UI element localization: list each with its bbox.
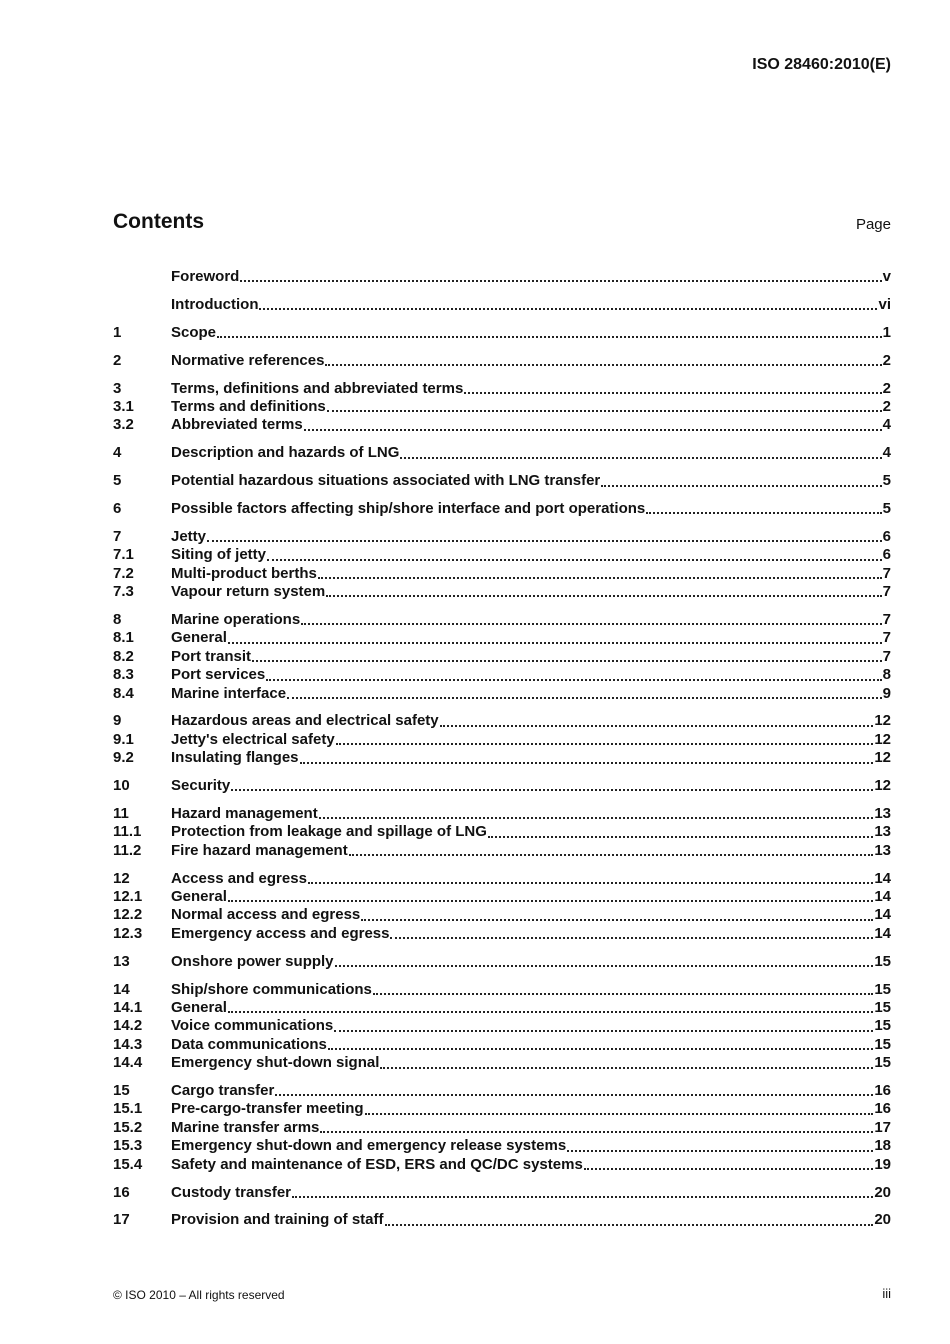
toc-entry[interactable] [113,352,891,370]
toc-entry-title: Marine transfer arms [171,1118,320,1136]
toc-dot-leader [325,363,881,366]
toc-dot-leader [646,511,881,514]
toc-entry-page: 14 [874,924,891,942]
toc-entry-title: Normal access and egress [171,906,361,924]
toc-entry-page: 7 [882,583,891,601]
toc-entry-page: 12 [874,777,891,795]
toc-entry-page: 20 [874,1211,891,1229]
toc-dot-leader [301,622,881,625]
toc-entry-title: Voice communications [171,1017,334,1035]
toc-entry-page: 15 [874,1017,891,1035]
toc-dot-leader [380,1066,873,1069]
toc-entry-number: 17 [113,1211,130,1229]
toc-entry-page: 5 [882,500,891,518]
toc-group [113,805,891,860]
toc-group [113,472,891,490]
toc-entry[interactable] [113,953,891,971]
toc-entry-page: 19 [874,1155,891,1173]
toc-entry-title: Emergency shut-down and emergency release systems [171,1137,567,1155]
toc-entry[interactable] [113,685,891,703]
toc-entry[interactable] [113,546,891,564]
toc-dot-leader [464,391,881,394]
toc-entry-page: 14 [874,869,891,887]
toc-dot-leader [327,409,882,412]
toc-group [113,296,891,314]
toc-entry-number: 8.2 [113,647,134,665]
toc-entry-page: 2 [882,397,891,415]
toc-dot-leader [228,899,873,902]
toc-entry-number: 11.2 [113,841,142,859]
toc-dot-leader [326,594,881,597]
toc-entry-title: Scope [171,323,217,341]
toc-dot-leader [259,307,877,310]
toc-dot-leader [228,1010,873,1013]
toc-group [113,268,891,286]
toc-entry-page: 18 [874,1137,891,1155]
toc-entry-title: Terms, definitions and abbreviated terms [171,379,464,397]
toc-entry-page: 1 [882,323,891,341]
toc-entry-title: Fire hazard management [171,841,348,859]
toc-entry[interactable] [113,648,891,666]
toc-entry[interactable] [113,565,891,583]
toc-entry-title: Protection from leakage and spillage of LNG [171,823,487,841]
toc-dot-leader [240,279,881,282]
toc-entry-number: 3 [113,379,122,397]
toc-entry[interactable] [113,749,891,767]
toc-entry-page: 16 [874,1100,891,1118]
toc-entry-number: 8.4 [113,684,134,702]
toc-entry[interactable] [113,1082,891,1100]
toc-entry[interactable] [113,296,891,314]
toc-dot-leader [275,1093,873,1096]
toc-entry[interactable] [113,731,891,749]
toc-entry-title: Abbreviated terms [171,416,303,434]
toc-dot-leader [440,724,874,727]
toc-entry[interactable] [113,712,891,730]
toc-entry-page: 15 [874,1054,891,1072]
toc-entry[interactable] [113,906,891,924]
toc-entry[interactable] [113,416,891,434]
toc-entry[interactable] [113,500,891,518]
toc-entry[interactable] [113,528,891,546]
toc-entry[interactable] [113,444,891,462]
toc-dot-leader [267,558,882,561]
toc-group [113,777,891,795]
toc-group [113,953,891,971]
toc-entry-number: 16 [113,1183,130,1201]
toc-entry-title: Ship/shore communications [171,980,372,998]
toc-entry-page: 7 [882,564,891,582]
toc-entry-number: 4 [113,444,122,462]
toc-entry-number: 14.4 [113,1054,143,1072]
toc-entry-number: 1 [113,323,122,341]
toc-entry-page: 17 [874,1118,891,1136]
toc-entry-title: Introduction [171,295,259,313]
toc-group [113,981,891,1073]
toc-entry[interactable] [113,666,891,684]
toc-dot-leader [336,742,874,745]
toc-entry[interactable] [113,1100,891,1118]
toc-entry[interactable] [113,999,891,1017]
toc-dot-leader [217,335,882,338]
toc-entry[interactable] [113,823,891,841]
toc-dot-leader [365,1112,874,1115]
toc-entry-title: Foreword [171,268,240,285]
toc-entry[interactable] [113,805,891,823]
toc-entry[interactable] [113,268,891,286]
toc-entry-title: Multi-product berths [171,564,317,582]
toc-entry[interactable] [113,1137,891,1155]
toc-entry[interactable] [113,842,891,860]
toc-entry[interactable] [113,925,891,943]
toc-entry[interactable] [113,611,891,629]
toc-entry-page: 9 [882,684,891,702]
toc-dot-leader [300,761,874,764]
toc-entry[interactable] [113,398,891,416]
toc-dot-leader [320,1130,873,1133]
document-id: ISO 28460:2010(E) [752,56,891,73]
toc-entry-number: 14.1 [113,999,143,1016]
toc-entry-title: General [171,888,227,906]
toc-entry-title: Security [171,777,231,795]
toc-entry-title: Data communications [171,1035,327,1053]
toc-entry[interactable] [113,1054,891,1072]
toc-entry-title: Siting of jetty [171,546,266,564]
toc-entry-page: 15 [874,952,891,970]
toc-entry-page: 12 [874,749,891,767]
toc-entry[interactable] [113,1017,891,1035]
toc-group [113,324,891,342]
toc-entry[interactable] [113,1036,891,1054]
toc-dot-leader [584,1167,874,1170]
toc-dot-leader [334,1029,873,1032]
toc-dot-leader [231,788,873,791]
toc-entry-number: 7.1 [113,546,134,564]
toc-entry-page: 4 [882,444,891,462]
toc-entry[interactable] [113,583,891,601]
toc-entry-page: vi [878,295,891,313]
toc-entry-title: Marine operations [171,610,301,628]
toc-group [113,870,891,944]
toc-entry-title: Description and hazards of LNG [171,444,400,462]
toc-entry-title: General [171,999,227,1016]
toc-entry-page: 6 [882,546,891,564]
toc-entry[interactable] [113,777,891,795]
toc-entry-number: 10 [113,777,130,795]
toc-entry-title: Insulating flanges [171,749,299,767]
toc-entry[interactable] [113,1156,891,1174]
toc-group [113,380,891,435]
toc-entry-title: Jetty's electrical safety [171,730,335,748]
toc-dot-leader [304,428,882,431]
toc-entry-number: 6 [113,500,122,518]
toc-dot-leader [252,659,882,662]
toc-dot-leader [319,816,874,819]
toc-group [113,500,891,518]
toc-entry-page: 13 [874,841,891,859]
toc-entry-number: 11 [113,804,129,822]
toc-entry-title: Port transit [171,647,252,665]
toc-group [113,1211,891,1229]
toc-entry-page: 15 [874,1035,891,1053]
toc-entry-page: 15 [874,980,891,998]
toc-entry-page: 7 [882,647,891,665]
toc-entry-page: 7 [882,629,891,647]
toc-entry-title: General [171,629,227,647]
toc-group [113,444,891,462]
toc-entry-title: Access and egress [171,869,307,887]
toc-entry-number: 9.2 [113,749,134,767]
toc-entry[interactable] [113,380,891,398]
toc-group [113,1184,891,1202]
toc-entry-number: 8.3 [113,666,134,684]
toc-entry-title: Terms and definitions [171,397,326,415]
toc-entry-number: 14 [113,980,130,998]
toc-dot-leader [349,853,874,856]
toc-entry-title: Marine interface [171,684,287,702]
toc-dot-leader [335,964,874,967]
toc-entry-number: 14.2 [113,1017,143,1035]
toc-entry-title: Normative references [171,351,325,369]
toc-dot-leader [567,1149,873,1152]
toc-entry-number: 8.1 [113,629,134,647]
toc-group [113,352,891,370]
toc-dot-leader [228,641,882,644]
toc-entry-title: Possible factors affecting ship/shore interface and port operations [171,500,646,518]
toc-entry-title: Emergency access and egress [171,924,390,942]
toc-entry-page: 8 [882,666,891,684]
table-of-contents [113,268,891,1239]
toc-entry-title: Provision and training of staff [171,1211,384,1229]
toc-entry-title: Potential hazardous situations associated with LNG transfer [171,472,601,490]
toc-entry-number: 3.1 [113,397,134,415]
toc-entry-number: 9.1 [113,730,134,748]
toc-entry-page: 2 [882,351,891,369]
toc-entry-number: 7.3 [113,583,134,601]
toc-group [113,528,891,602]
toc-entry-page: 4 [882,416,891,434]
toc-entry-page: v [882,268,891,285]
toc-dot-leader [385,1223,874,1226]
toc-entry[interactable] [113,472,891,490]
toc-entry[interactable] [113,981,891,999]
toc-entry-page: 15 [874,999,891,1016]
toc-entry-number: 2 [113,351,122,369]
toc-entry-number: 15 [113,1082,130,1100]
toc-dot-leader [266,678,881,681]
toc-entry[interactable] [113,1184,891,1202]
toc-entry-number: 11.1 [113,823,142,841]
toc-entry-page: 12 [874,712,891,730]
toc-entry-page: 13 [874,823,891,841]
toc-entry-title: Pre-cargo-transfer meeting [171,1100,364,1118]
toc-entry-number: 9 [113,712,122,730]
toc-entry-title: Cargo transfer [171,1082,275,1100]
toc-dot-leader [400,456,881,459]
toc-entry-number: 8 [113,610,122,628]
toc-entry[interactable] [113,888,891,906]
toc-entry-title: Custody transfer [171,1183,292,1201]
toc-entry-page: 5 [882,472,891,490]
toc-entry-number: 15.3 [113,1137,143,1155]
toc-entry[interactable] [113,870,891,888]
toc-dot-leader [488,835,873,838]
toc-entry-page: 2 [882,379,891,397]
toc-entry-number: 12.1 [113,888,143,906]
toc-entry[interactable] [113,1119,891,1137]
toc-entry-title: Jetty [171,527,207,545]
toc-entry-number: 12 [113,869,130,887]
toc-group [113,712,891,767]
toc-entry-page: 6 [882,527,891,545]
toc-entry-title: Onshore power supply [171,952,334,970]
toc-dot-leader [318,576,882,579]
toc-entry-number: 14.3 [113,1035,143,1053]
toc-entry-title: Port services [171,666,266,684]
toc-dot-leader [373,992,873,995]
toc-group [113,611,891,703]
toc-entry-page: 14 [874,888,891,906]
toc-dot-leader [328,1047,873,1050]
toc-dot-leader [287,696,882,699]
toc-dot-leader [390,936,873,939]
toc-group [113,1082,891,1174]
toc-entry-page: 7 [882,610,891,628]
toc-entry[interactable] [113,629,891,647]
toc-entry[interactable] [113,1211,891,1229]
toc-dot-leader [308,881,873,884]
toc-entry-number: 3.2 [113,416,134,434]
toc-dot-leader [601,484,881,487]
toc-dot-leader [207,539,882,542]
toc-entry-number: 15.1 [113,1100,143,1118]
toc-entry[interactable] [113,324,891,342]
toc-dot-leader [292,1195,873,1198]
toc-dot-leader [361,918,873,921]
page-number: iii [882,1286,891,1301]
toc-entry-number: 7.2 [113,564,134,582]
toc-entry-page: 13 [874,804,891,822]
toc-entry-number: 12.2 [113,906,143,924]
toc-entry-number: 15.4 [113,1155,143,1173]
toc-entry-title: Hazardous areas and electrical safety [171,712,439,730]
page-column-label: Page [855,216,891,233]
toc-entry-number: 12.3 [113,924,143,942]
toc-entry-title: Emergency shut-down signal [171,1054,380,1072]
toc-entry-page: 12 [874,730,891,748]
toc-entry-number: 15.2 [113,1118,143,1136]
toc-entry-title: Safety and maintenance of ESD, ERS and QC/DC systems [171,1155,583,1173]
toc-entry-page: 14 [874,906,891,924]
toc-entry-number: 13 [113,952,130,970]
page-title: Contents [113,210,204,233]
toc-entry-page: 16 [874,1082,891,1100]
toc-entry-number: 7 [113,527,122,545]
copyright-notice: © ISO 2010 – All rights reserved [113,1288,285,1302]
toc-entry-page: 20 [874,1183,891,1201]
toc-entry-title: Hazard management [171,804,318,822]
toc-entry-title: Vapour return system [171,583,326,601]
toc-entry-number: 5 [113,472,122,490]
